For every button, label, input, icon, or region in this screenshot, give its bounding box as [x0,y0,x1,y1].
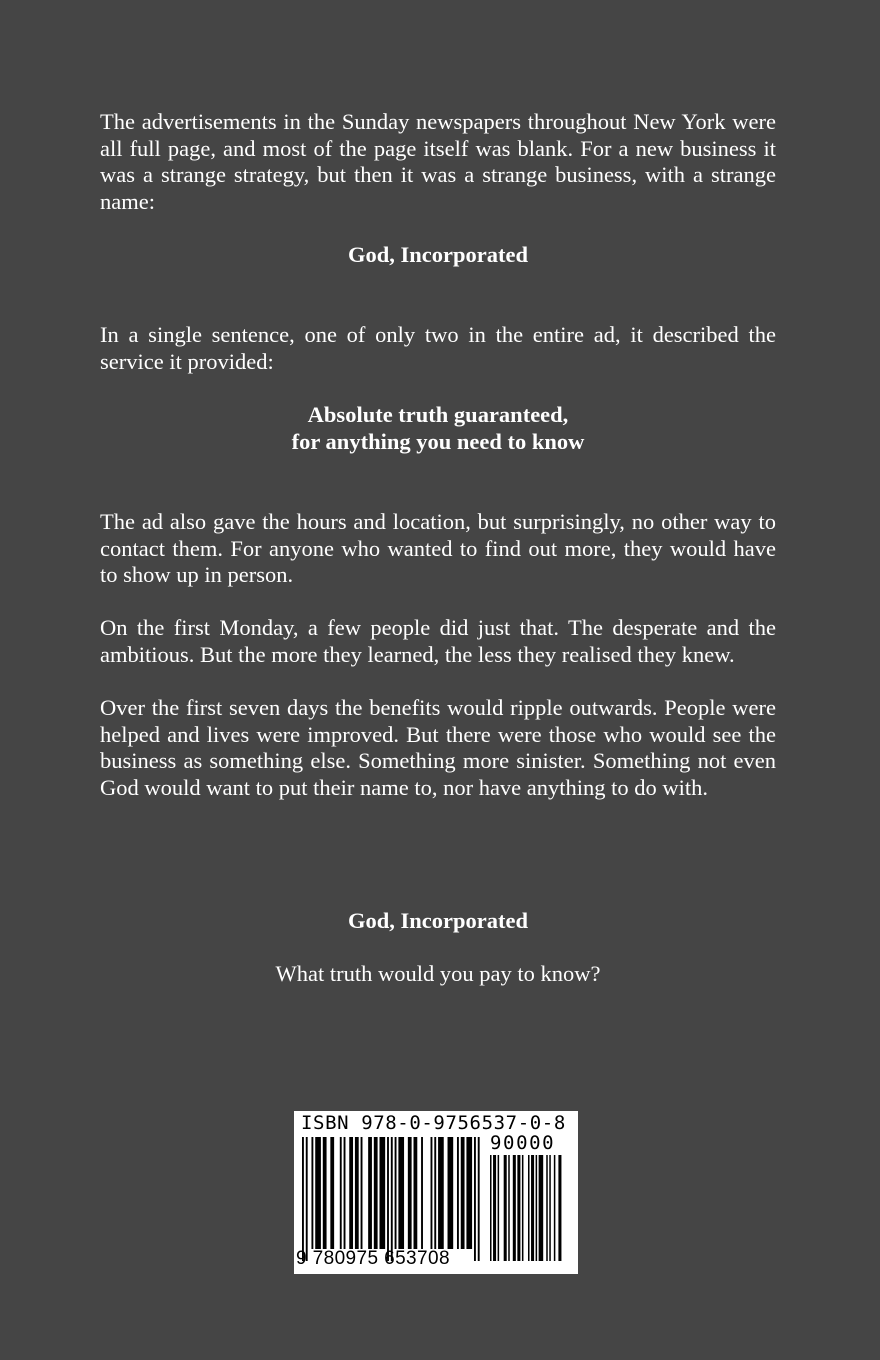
barcode-bar [414,1137,418,1249]
barcode-bar [461,1137,465,1249]
isbn-label: ISBN 978-0-9756537-0-8 [301,1112,566,1134]
barcode-bar [490,1155,492,1261]
barcode-bar [302,1137,304,1261]
barcode-bar [549,1155,551,1261]
barcode-bar [421,1137,423,1249]
barcode-bar [306,1137,308,1261]
barcode-bar [368,1137,372,1249]
barcode-bar [522,1155,524,1261]
barcode-bar [387,1137,389,1261]
barcode-bar [478,1137,480,1261]
barcode-bar [546,1155,548,1261]
barcode-bar [536,1155,538,1261]
blurb-paragraph-1: The advertisements in the Sunday newspapers throughout New York were all full page, and most of the page itself was blank. For a new business it was a strange strategy, but then it was a strange business, with a strange name: [100,109,776,214]
barcode-bar [528,1155,530,1261]
barcode-bar [558,1155,561,1261]
barcode-bar [554,1155,556,1261]
blurb-question: What truth would you pay to know? [275,961,601,986]
price-code: 90000 [490,1132,556,1154]
barcode-bar [395,1137,397,1249]
barcode-bar [315,1137,321,1249]
barcode-bar [340,1137,342,1249]
blurb-title-2: God, Incorporated [348,908,528,933]
barcode-bar [349,1137,353,1249]
barcode-bar [344,1137,346,1249]
barcode-bar [517,1155,520,1261]
barcode-bar [311,1137,313,1249]
barcode-bar [474,1137,476,1261]
barcode-bar [408,1137,412,1249]
tagline-line-2: for anything you need to know [291,428,585,454]
ean-bars [302,1137,482,1261]
blurb-title-1: God, Incorporated [348,242,528,267]
barcode-bar [355,1137,359,1249]
barcode-bar [513,1155,516,1261]
barcode-bar [374,1137,378,1249]
barcode-bar [539,1155,544,1261]
barcode-bar [323,1137,327,1249]
barcode-bar [379,1137,385,1249]
blurb-paragraph-3: The ad also gave the hours and location, but surprisingly, no other way to contact them. For anyone who wanted to find out more, they would have to show up in person. [100,509,776,588]
barcode-bar [398,1137,404,1249]
barcode-bar [391,1137,393,1261]
barcode-bar [361,1137,363,1249]
barcode-bar [493,1155,496,1261]
blurb-paragraph-4: On the first Monday, a few people did just that. The desperate and the ambitious. But the more they learned, the less they realised they knew. [100,615,776,667]
ean-digits: 9 780975 653708 [296,1248,450,1269]
blurb-paragraph-2: In a single sentence, one of only two in the entire ad, it described the service it provided: [100,322,776,374]
barcode-bar [438,1137,444,1249]
barcode-bar [466,1137,472,1249]
barcode-bar [431,1137,433,1249]
barcode-bar [508,1155,510,1261]
barcode-bar [531,1155,534,1261]
isbn-barcode [294,1111,578,1274]
barcode-bar [330,1137,334,1249]
barcode-bar [504,1155,507,1261]
barcode-bar [448,1137,454,1249]
barcode-bar [434,1137,436,1249]
barcode-bar [498,1155,500,1261]
blurb-tagline [100,402,776,455]
barcode-bar [457,1137,459,1249]
blurb-paragraph-5: Over the first seven days the benefits would ripple outwards. People were helped and lives were improved. But there were those who would see the business as something else. Something more sinister. Something not even God would want to put their name to, nor have anything to do with. [100,695,776,800]
addon-bars [490,1155,568,1261]
tagline-line-1: Absolute truth guaranteed, [307,402,569,427]
